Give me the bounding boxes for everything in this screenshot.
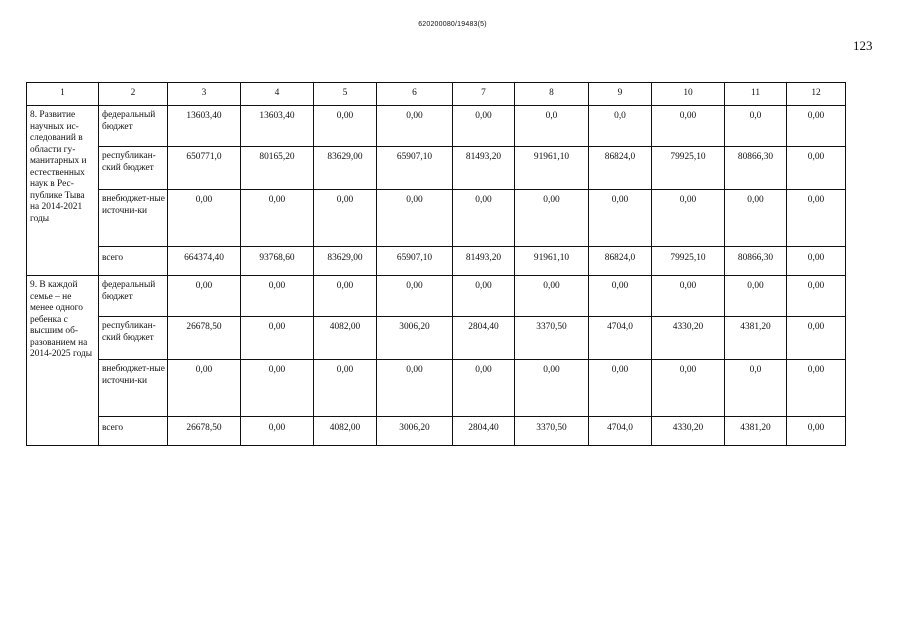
value-cell: 65907,10 (377, 247, 453, 276)
value-cell: 3006,20 (377, 417, 453, 446)
page-number: 123 (853, 38, 873, 53)
value-cell: 0,00 (787, 147, 846, 190)
header-cell: 9 (589, 83, 652, 106)
table-row (27, 247, 846, 276)
value-cell: 83629,00 (314, 147, 377, 190)
funding-source-cell: республикан-ский бюджет (99, 147, 168, 190)
funding-source-cell: федеральный бюджет (99, 106, 168, 147)
value-cell: 0,00 (241, 417, 314, 446)
value-cell: 650771,0 (168, 147, 241, 190)
table-row (27, 190, 846, 247)
value-cell: 0,00 (652, 276, 725, 317)
value-cell: 4082,00 (314, 317, 377, 360)
value-cell: 0,00 (168, 276, 241, 317)
value-cell: 80165,20 (241, 147, 314, 190)
value-cell: 0,00 (787, 106, 846, 147)
funding-source-cell: республикан-ский бюджет (99, 317, 168, 360)
value-cell: 0,00 (314, 276, 377, 317)
value-cell: 0,00 (377, 106, 453, 147)
header-cell: 5 (314, 83, 377, 106)
value-cell: 3370,50 (515, 317, 589, 360)
value-cell: 13603,40 (241, 106, 314, 147)
value-cell: 0,00 (453, 106, 515, 147)
value-cell: 0,00 (168, 190, 241, 247)
header-cell: 4 (241, 83, 314, 106)
value-cell: 3006,20 (377, 317, 453, 360)
value-cell: 86824,0 (589, 147, 652, 190)
value-cell: 4330,20 (652, 417, 725, 446)
value-cell: 0,00 (241, 317, 314, 360)
value-cell: 0,0 (725, 360, 787, 417)
value-cell: 0,00 (787, 360, 846, 417)
value-cell: 0,00 (515, 360, 589, 417)
value-cell: 4381,20 (725, 317, 787, 360)
value-cell: 0,00 (453, 190, 515, 247)
value-cell: 4704,0 (589, 417, 652, 446)
value-cell: 0,00 (515, 276, 589, 317)
value-cell: 4330,20 (652, 317, 725, 360)
value-cell: 0,00 (314, 106, 377, 147)
value-cell: 79925,10 (652, 247, 725, 276)
header-cell: 1 (27, 83, 99, 106)
header-row (27, 83, 846, 106)
funding-source-cell: внебюджет-ные источни-ки (99, 360, 168, 417)
value-cell: 26678,50 (168, 317, 241, 360)
value-cell: 0,00 (453, 276, 515, 317)
funding-source-cell: внебюджет-ные источни-ки (99, 190, 168, 247)
value-cell: 0,00 (787, 417, 846, 446)
header-cell: 12 (787, 83, 846, 106)
header-cell: 10 (652, 83, 725, 106)
value-cell: 0,00 (515, 190, 589, 247)
value-cell: 0,00 (241, 190, 314, 247)
program-name-cell: 8. Развитие научных ис-следований в области гу-манитарных и естественных наук в Рес-публике Тыва на 2014-2021 годы (27, 106, 99, 276)
table-row (27, 360, 846, 417)
table-row (27, 417, 846, 446)
value-cell: 0,0 (589, 106, 652, 147)
value-cell: 0,00 (377, 276, 453, 317)
value-cell: 0,00 (241, 276, 314, 317)
value-cell: 91961,10 (515, 147, 589, 190)
value-cell: 4704,0 (589, 317, 652, 360)
program-name-cell: 9. В каждой семье – не менее одного ребенка с высшим об-разованием на 2014-2025 годы (27, 276, 99, 446)
header-cell: 7 (453, 83, 515, 106)
value-cell: 0,00 (241, 360, 314, 417)
value-cell: 0,00 (589, 360, 652, 417)
value-cell: 2804,40 (453, 417, 515, 446)
value-cell: 4082,00 (314, 417, 377, 446)
header-cell: 11 (725, 83, 787, 106)
table-row (27, 276, 846, 317)
budget-table (26, 82, 846, 446)
value-cell: 0,00 (787, 317, 846, 360)
table-row (27, 317, 846, 360)
value-cell: 0,00 (589, 276, 652, 317)
value-cell: 0,00 (314, 360, 377, 417)
value-cell: 26678,50 (168, 417, 241, 446)
value-cell: 13603,40 (168, 106, 241, 147)
value-cell: 81493,20 (453, 147, 515, 190)
header-cell: 3 (168, 83, 241, 106)
value-cell: 0,00 (787, 247, 846, 276)
funding-source-cell: всего (99, 417, 168, 446)
value-cell: 664374,40 (168, 247, 241, 276)
value-cell: 0,00 (652, 106, 725, 147)
value-cell: 0,00 (787, 276, 846, 317)
header-cell: 8 (515, 83, 589, 106)
value-cell: 0,00 (168, 360, 241, 417)
value-cell: 0,00 (652, 360, 725, 417)
value-cell: 80866,30 (725, 247, 787, 276)
funding-source-cell: всего (99, 247, 168, 276)
table-body (27, 83, 846, 446)
value-cell: 65907,10 (377, 147, 453, 190)
document-id: 620200080/19483(5) (418, 21, 487, 28)
value-cell: 83629,00 (314, 247, 377, 276)
value-cell: 91961,10 (515, 247, 589, 276)
value-cell: 79925,10 (652, 147, 725, 190)
value-cell: 0,00 (377, 360, 453, 417)
value-cell: 80866,30 (725, 147, 787, 190)
value-cell: 0,00 (652, 190, 725, 247)
value-cell: 0,0 (725, 106, 787, 147)
value-cell: 81493,20 (453, 247, 515, 276)
table-row (27, 147, 846, 190)
value-cell: 0,00 (314, 190, 377, 247)
value-cell: 0,00 (787, 190, 846, 247)
value-cell: 0,00 (725, 276, 787, 317)
value-cell: 0,00 (589, 190, 652, 247)
table-row (27, 106, 846, 147)
value-cell: 0,00 (377, 190, 453, 247)
header-cell: 6 (377, 83, 453, 106)
value-cell: 86824,0 (589, 247, 652, 276)
value-cell: 0,00 (453, 360, 515, 417)
value-cell: 4381,20 (725, 417, 787, 446)
value-cell: 0,0 (515, 106, 589, 147)
funding-source-cell: федеральный бюджет (99, 276, 168, 317)
value-cell: 3370,50 (515, 417, 589, 446)
header-cell: 2 (99, 83, 168, 106)
value-cell: 2804,40 (453, 317, 515, 360)
value-cell: 0,00 (725, 190, 787, 247)
value-cell: 93768,60 (241, 247, 314, 276)
